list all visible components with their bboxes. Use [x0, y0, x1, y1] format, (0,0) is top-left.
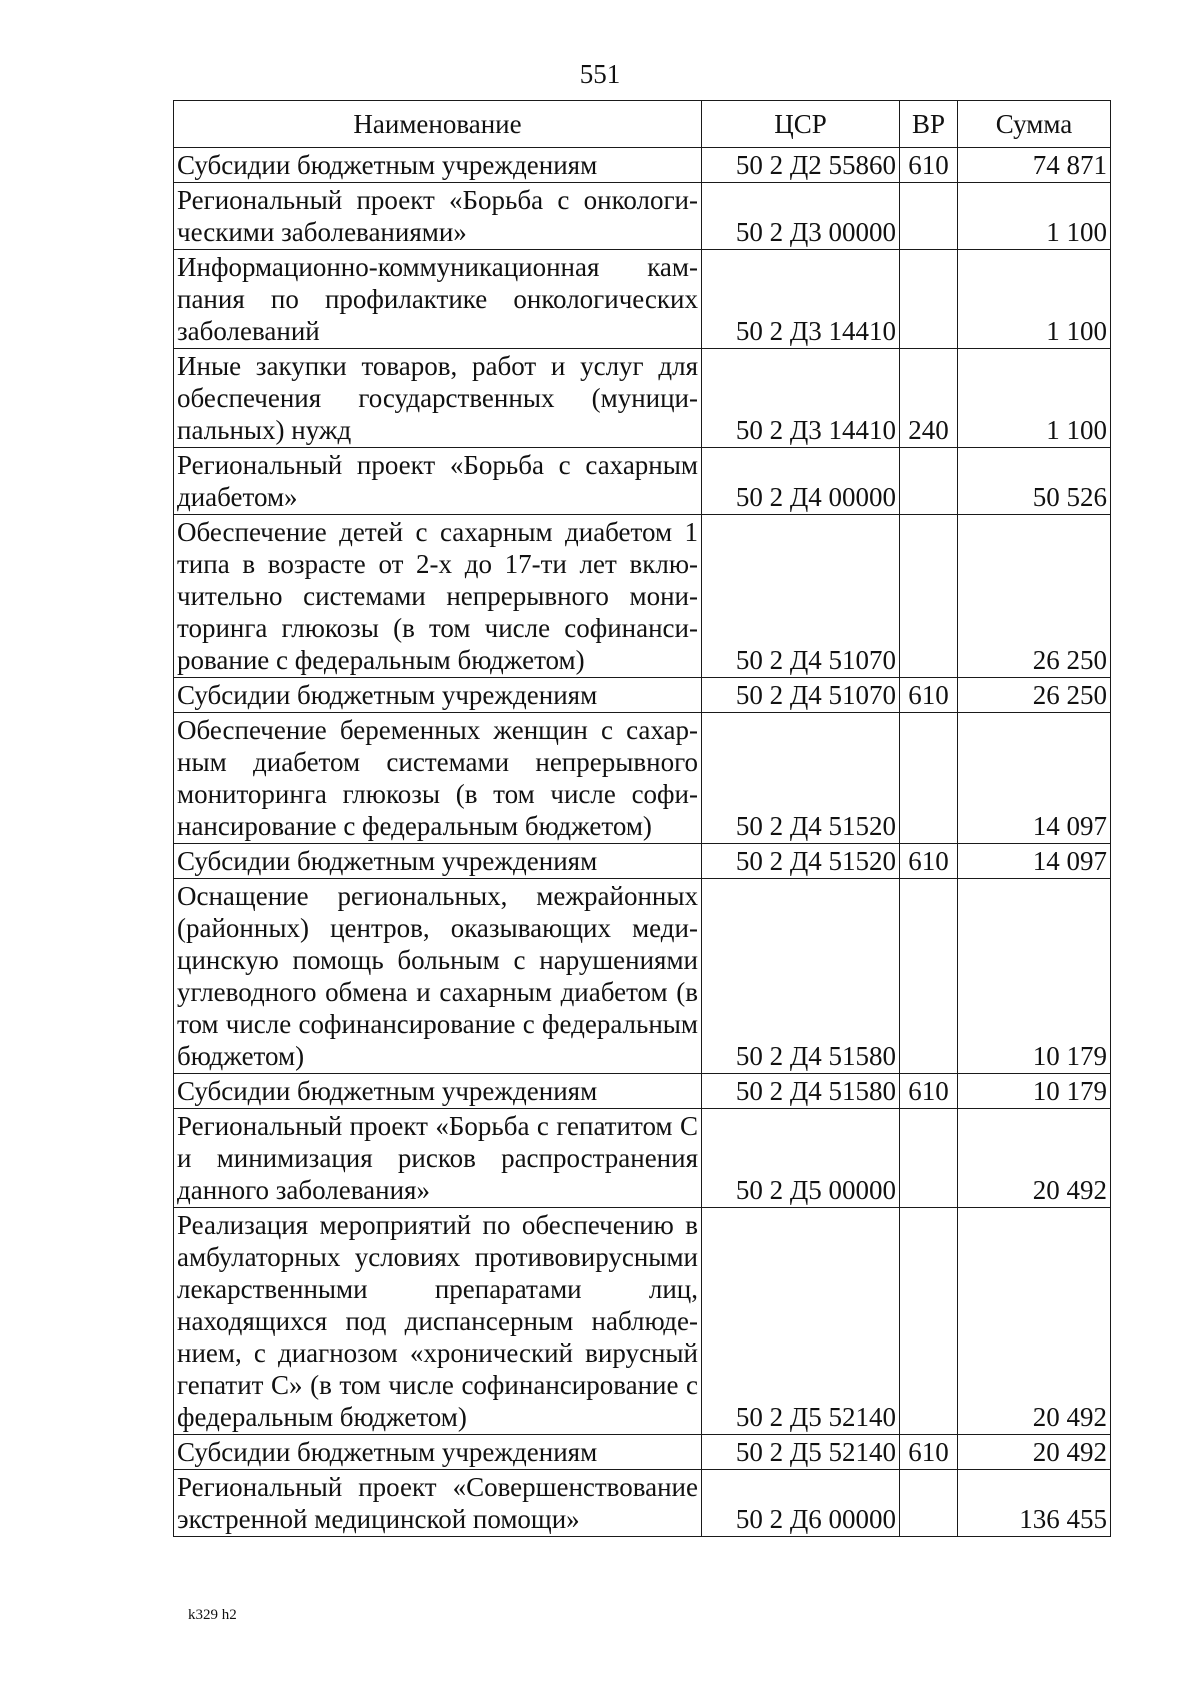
row-name: Оснащение региональных, межрайонных (районных) центров, оказывающих медицинскую помощь больным с нарушениями углеводного обмена и сахарным диабетом (в том числе софинансирование с федеральным бюджетом) [174, 879, 702, 1074]
table-row [174, 349, 1111, 448]
row-vr: 610 [900, 1435, 958, 1470]
table-row [174, 879, 1111, 1074]
row-csr: 50 2 Д4 51520 [702, 713, 900, 844]
row-vr [900, 448, 958, 515]
row-vr [900, 515, 958, 678]
row-name: Региональный проект «Борьба с гепатитом С и минимизация рисков распространения данного заболевания» [174, 1109, 702, 1208]
row-vr [900, 183, 958, 250]
row-sum: 74 871 [958, 148, 1111, 183]
table-row [174, 148, 1111, 183]
page-number: 551 [579, 59, 621, 89]
row-csr: 50 2 Д4 51070 [702, 678, 900, 713]
row-sum: 14 097 [958, 713, 1111, 844]
row-sum: 1 100 [958, 349, 1111, 448]
row-csr: 50 2 Д4 51580 [702, 879, 900, 1074]
row-name: Субсидии бюджетным учреждениям [174, 1435, 702, 1470]
row-name: Региональный проект «Совершенствование экстренной медицинской помощи» [174, 1470, 702, 1537]
table-row [174, 1109, 1111, 1208]
row-csr: 50 2 Д3 14410 [702, 349, 900, 448]
row-name: Обеспечение беременных женщин с сахарным диабетом системами непрерывного мониторинга глюкозы (в том числе софинансирование с федеральным бюджетом) [174, 713, 702, 844]
table-row [174, 183, 1111, 250]
table-row [174, 713, 1111, 844]
row-vr [900, 1109, 958, 1208]
row-name: Реализация мероприятий по обеспечению в амбулаторных условиях противовирусными лекарственными препаратами лиц, находящихся под диспансерным наблюдением, с диагнозом «хронический вирусный гепатит С» (в том числе софинансирование с федеральным бюджетом) [174, 1208, 702, 1435]
row-csr: 50 2 Д4 51070 [702, 515, 900, 678]
row-csr: 50 2 Д3 14410 [702, 250, 900, 349]
table-row [174, 844, 1111, 879]
row-sum: 10 179 [958, 1074, 1111, 1109]
row-sum: 14 097 [958, 844, 1111, 879]
table-row [174, 448, 1111, 515]
row-name: Региональный проект «Борьба с онкологическими заболеваниями» [174, 183, 702, 250]
header-csr: ЦСР [702, 101, 900, 148]
row-vr: 610 [900, 1074, 958, 1109]
row-csr: 50 2 Д3 00000 [702, 183, 900, 250]
row-csr: 50 2 Д4 51520 [702, 844, 900, 879]
row-name: Субсидии бюджетным учреждениям [174, 678, 702, 713]
table-row [174, 1074, 1111, 1109]
row-vr: 240 [900, 349, 958, 448]
budget-table [173, 100, 1111, 1537]
table-row [174, 1470, 1111, 1537]
row-csr: 50 2 Д5 00000 [702, 1109, 900, 1208]
row-sum: 20 492 [958, 1109, 1111, 1208]
row-sum: 10 179 [958, 879, 1111, 1074]
header-name: Наименование [174, 101, 702, 148]
table-header-row [174, 101, 1111, 148]
row-csr: 50 2 Д2 55860 [702, 148, 900, 183]
row-sum: 20 492 [958, 1208, 1111, 1435]
row-sum: 136 455 [958, 1470, 1111, 1537]
document-code: k329 h2 [188, 1607, 237, 1623]
row-name: Обеспечение детей с сахарным диабетом 1 типа в возрасте от 2-х до 17-ти лет включительно системами непрерывного мониторинга глюкозы (в том числе софинансирование с федеральным бюджетом) [174, 515, 702, 678]
row-sum: 26 250 [958, 515, 1111, 678]
row-csr: 50 2 Д4 00000 [702, 448, 900, 515]
row-csr: 50 2 Д5 52140 [702, 1435, 900, 1470]
row-vr: 610 [900, 148, 958, 183]
row-csr: 50 2 Д4 51580 [702, 1074, 900, 1109]
row-sum: 20 492 [958, 1435, 1111, 1470]
table-row [174, 1435, 1111, 1470]
row-vr [900, 250, 958, 349]
table-row [174, 250, 1111, 349]
row-vr: 610 [900, 844, 958, 879]
row-vr [900, 879, 958, 1074]
row-name: Субсидии бюджетным учреждениям [174, 148, 702, 183]
table-row [174, 1208, 1111, 1435]
row-sum: 50 526 [958, 448, 1111, 515]
row-name: Информационно-коммуникационная кампания по профилактике онкологических заболеваний [174, 250, 702, 349]
row-vr [900, 1208, 958, 1435]
row-name: Региональный проект «Борьба с сахарным диабетом» [174, 448, 702, 515]
table-row [174, 515, 1111, 678]
row-vr [900, 713, 958, 844]
row-sum: 1 100 [958, 183, 1111, 250]
row-csr: 50 2 Д5 52140 [702, 1208, 900, 1435]
table-row [174, 678, 1111, 713]
header-vr: ВР [900, 101, 958, 148]
row-name: Иные закупки товаров, работ и услуг для обеспечения государственных (муниципальных) нужд [174, 349, 702, 448]
row-csr: 50 2 Д6 00000 [702, 1470, 900, 1537]
row-sum: 26 250 [958, 678, 1111, 713]
row-name: Субсидии бюджетным учреждениям [174, 1074, 702, 1109]
header-sum: Сумма [958, 101, 1111, 148]
row-name: Субсидии бюджетным учреждениям [174, 844, 702, 879]
row-vr: 610 [900, 678, 958, 713]
row-sum: 1 100 [958, 250, 1111, 349]
row-vr [900, 1470, 958, 1537]
